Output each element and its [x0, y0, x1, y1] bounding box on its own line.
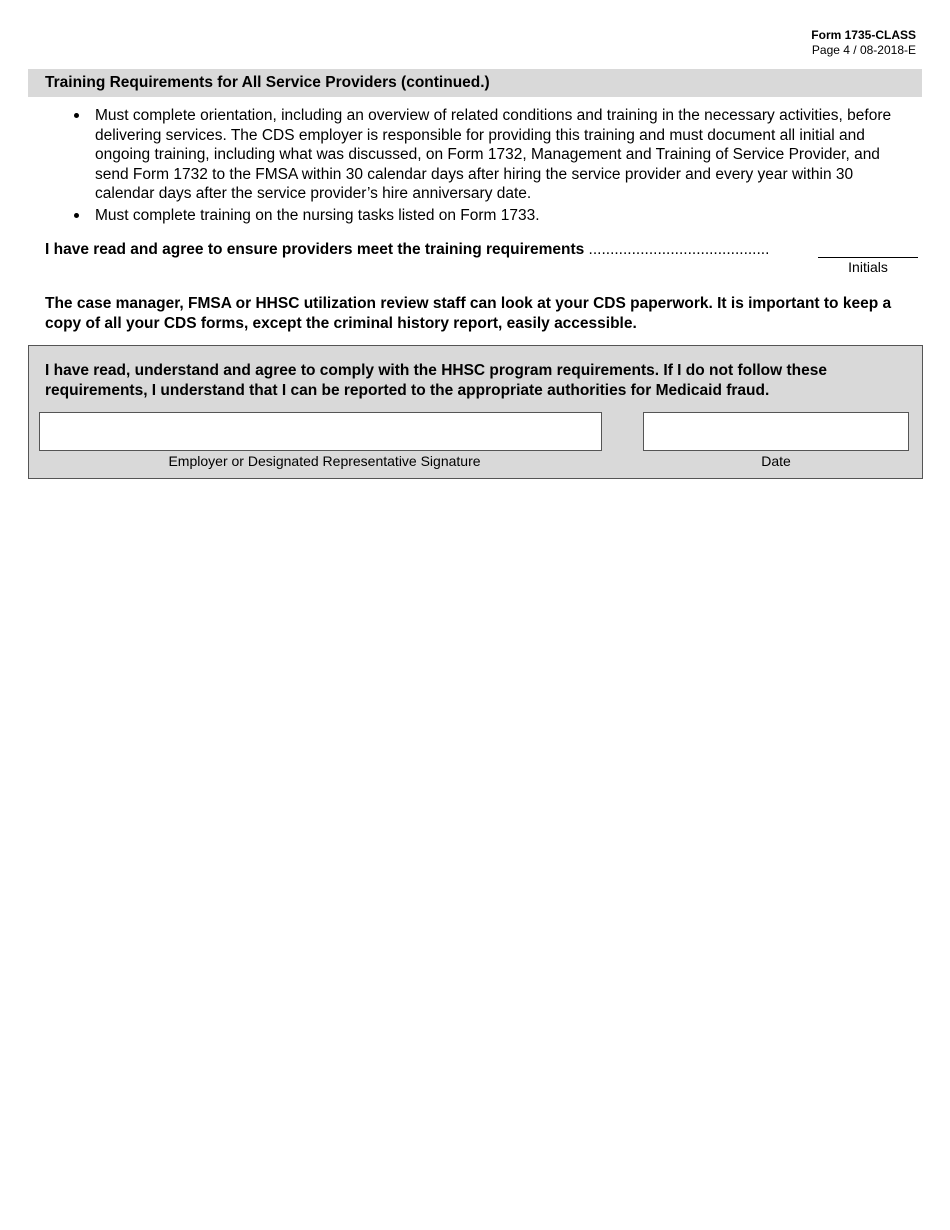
- section-header: [28, 69, 922, 97]
- initials-label: Initials: [848, 259, 888, 275]
- acknowledgement-row: [45, 241, 769, 259]
- list-item: [70, 206, 910, 226]
- date-field[interactable]: [643, 412, 909, 451]
- dot-leader: ..........................................: [584, 241, 770, 258]
- requirements-list: [70, 106, 910, 228]
- agreement-box: [28, 345, 923, 479]
- notice-text: The case manager, FMSA or HHSC utilization review staff can look at your CDS paperwork. It is important to keep a copy of all your CDS forms, except the criminal history report, easily accessible.: [45, 295, 892, 332]
- form-number: Form 1735-CLASS: [811, 28, 916, 42]
- signature-label: Employer or Designated Representative Signature: [168, 453, 481, 469]
- bullet-text: Must complete orientation, including an overview of related conditions and training in the necessary activities, before delivering services. The CDS employer is responsible for providing this training and must document all initial and ongoing training, including what was discussed, on Form 1732, Management and Training of Service Provider, and send Form 1732 to the FMSA within 30 calendar days after hiring the service provider and every year within 30 calendar days after the service provider’s hire anniversary date.: [95, 107, 892, 203]
- date-label: Date: [761, 453, 791, 469]
- section-title: Training Requirements for All Service Providers (continued.): [45, 74, 490, 91]
- form-header: [811, 28, 916, 58]
- bullet-icon: [74, 113, 79, 118]
- page-info: Page 4 / 08-2018-E: [811, 43, 916, 57]
- signature-field[interactable]: [39, 412, 602, 451]
- initials-field[interactable]: [818, 257, 918, 258]
- bullet-icon: [74, 213, 79, 218]
- bullet-text: Must complete training on the nursing tasks listed on Form 1733.: [95, 206, 540, 224]
- acknowledgement-text: I have read and agree to ensure providers meet the training requirements: [45, 241, 585, 258]
- agreement-text: I have read, understand and agree to comply with the HHSC program requirements. If I do not follow these requirements, I understand that I can be reported to the appropriate authorities for Medicaid fraud.: [45, 362, 828, 399]
- list-item: [70, 106, 910, 204]
